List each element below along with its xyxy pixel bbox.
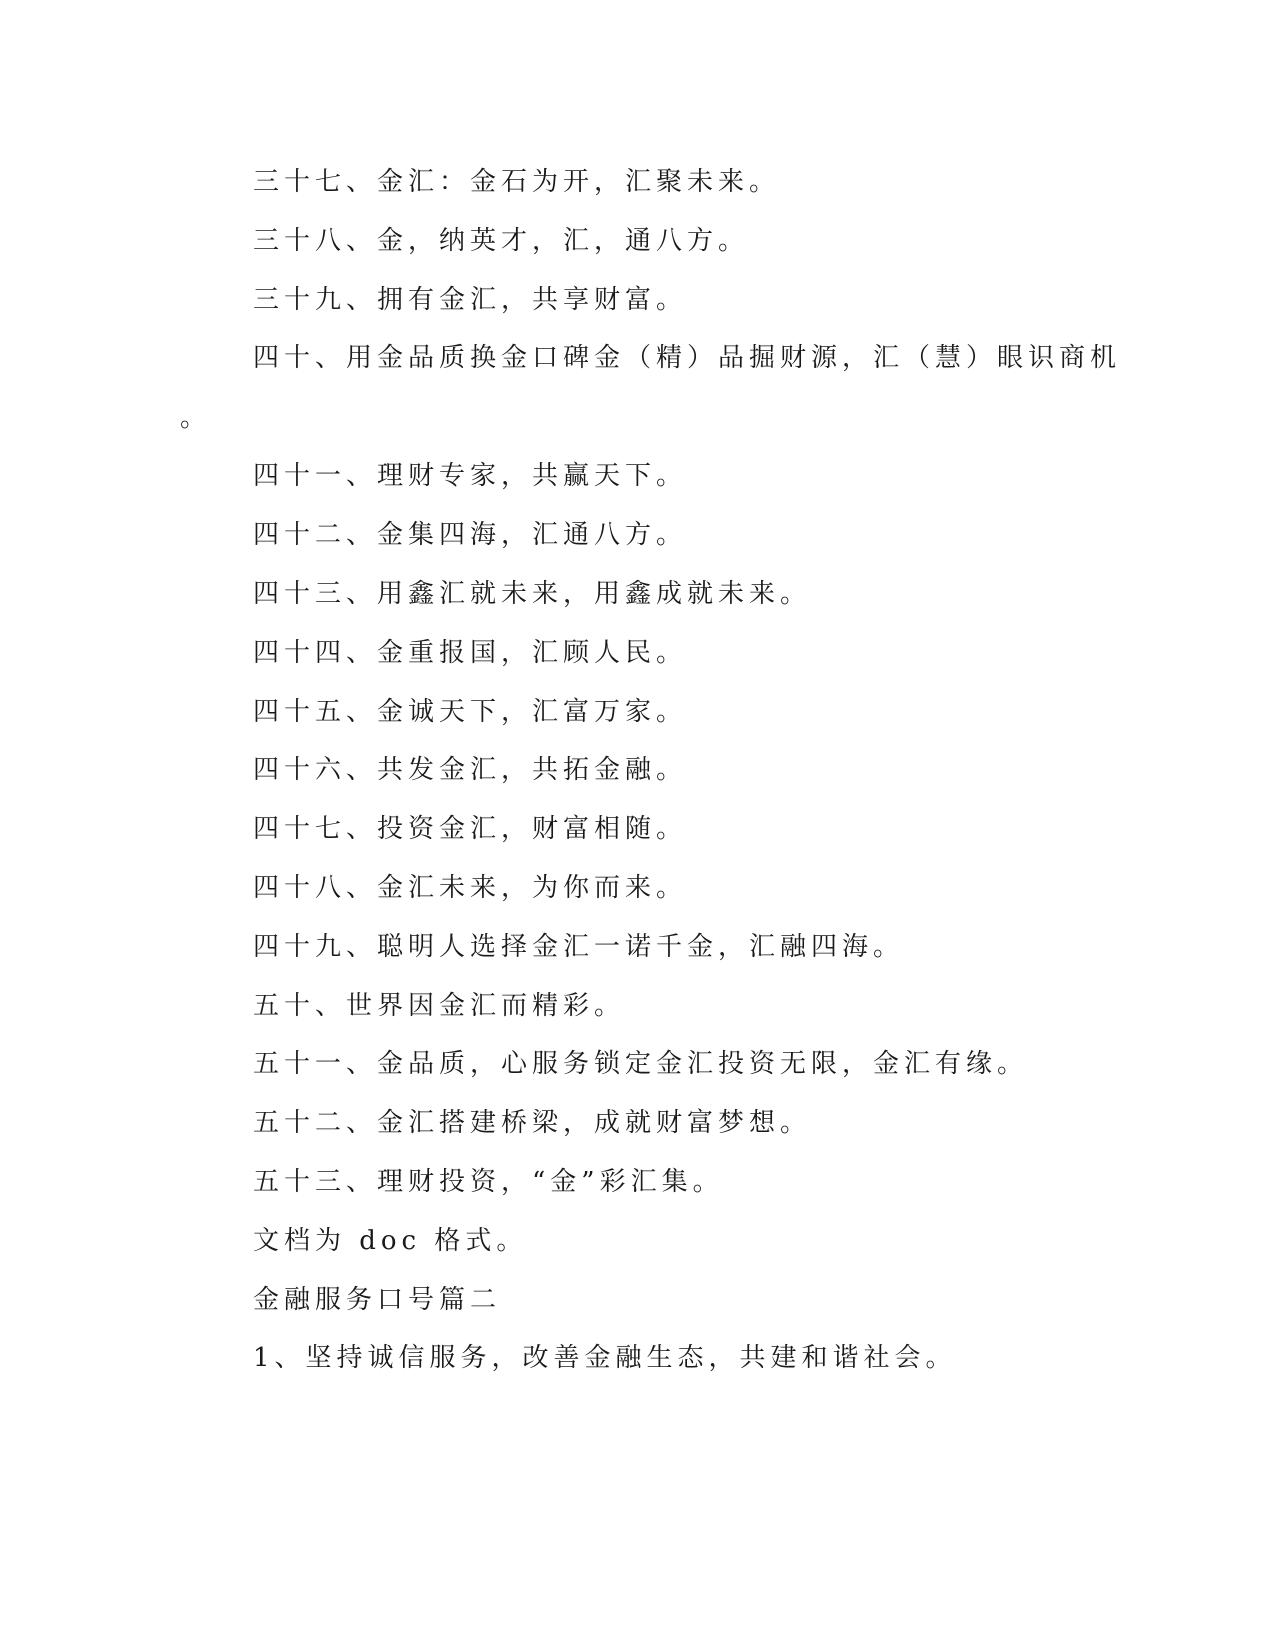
slogan-line: 三十七、金汇：金石为开，汇聚未来。: [253, 167, 781, 197]
slogan-line: 四十七、投资金汇，财富相随。: [253, 814, 688, 844]
slogan-line: 四十九、聪明人选择金汇一诺千金，汇融四海。: [253, 932, 905, 962]
slogan-line: 四十六、共发金汇，共拓金融。: [253, 755, 688, 785]
slogan-line: 四十四、金重报国，汇顾人民。: [253, 638, 688, 668]
slogan-line: 三十八、金，纳英才，汇，通八方。: [253, 226, 750, 256]
slogan-line: 五十二、金汇搭建桥梁，成就财富梦想。: [253, 1108, 812, 1138]
section-heading: 金融服务口号篇二: [253, 1285, 502, 1315]
slogan-line: 五十三、理财投资，“金”彩汇集。: [253, 1167, 724, 1197]
slogan-line: 五十一、金品质，心服务锁定金汇投资无限，金汇有缘。: [253, 1049, 1029, 1079]
slogan-line: 三十九、拥有金汇，共享财富。: [253, 285, 688, 315]
slogan-line: 1、坚持诚信服务，改善金融生态，共建和谐社会。: [253, 1343, 957, 1373]
slogan-line: 四十五、金诚天下，汇富万家。: [253, 697, 688, 727]
format-note: 文档为 doc 格式。: [253, 1226, 528, 1256]
slogan-line: 四十二、金集四海，汇通八方。: [253, 520, 688, 550]
wrapped-punctuation: 。: [180, 403, 207, 433]
slogan-line: 五十、世界因金汇而精彩。: [253, 991, 626, 1021]
slogan-line: 四十八、金汇未来，为你而来。: [253, 873, 688, 903]
slogan-line: 四十三、用鑫汇就未来，用鑫成就未来。: [253, 579, 812, 609]
slogan-line: 四十、用金品质换金口碑金（精）品掘财源，汇（慧）眼识商机: [253, 343, 1122, 373]
slogan-line: 四十一、理财专家，共赢天下。: [253, 461, 688, 491]
